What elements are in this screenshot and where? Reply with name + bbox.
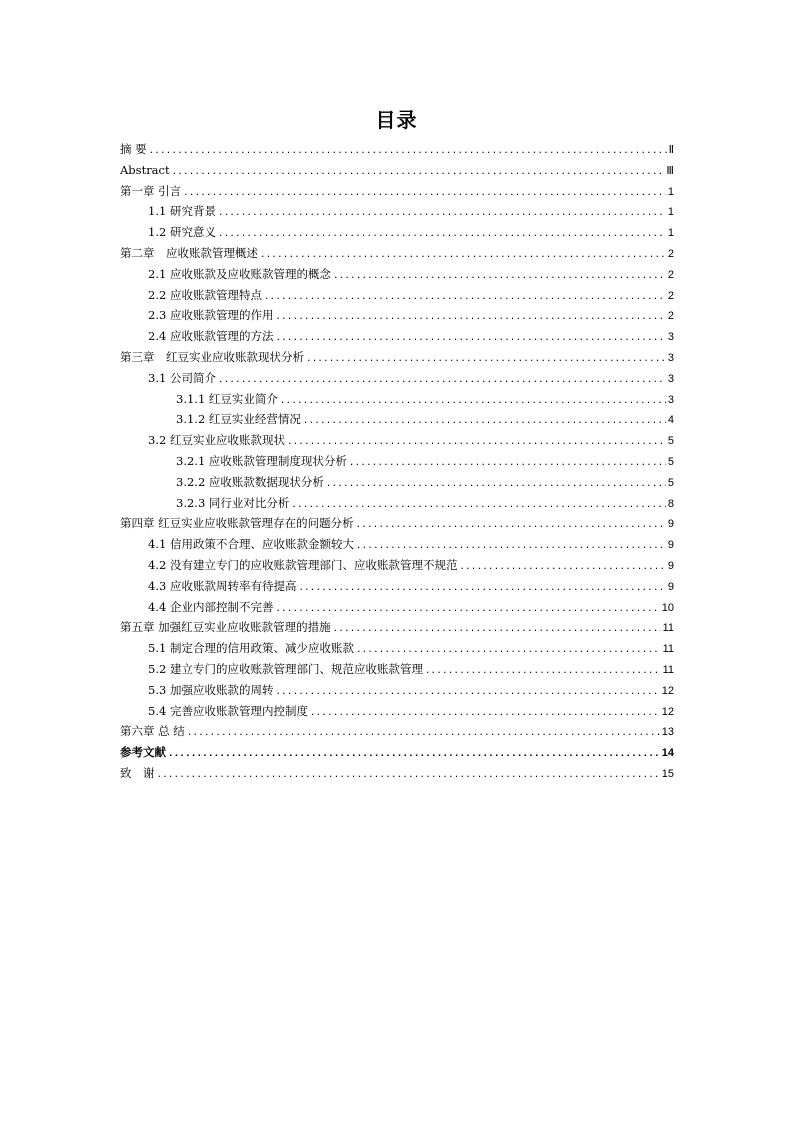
toc-leader: [291, 495, 665, 516]
toc-leader: [275, 328, 665, 349]
toc-entry-label: 3.1.2 红豆实业经营情况: [176, 412, 301, 427]
toc-leader: [260, 245, 666, 266]
toc-entry[interactable]: [120, 701, 674, 722]
toc-entry-page: 11: [662, 622, 674, 635]
toc-entry-page: 9: [667, 539, 674, 552]
toc-entry-page: 5: [667, 476, 674, 489]
toc-entry[interactable]: [120, 305, 674, 326]
toc-entry[interactable]: [120, 513, 674, 534]
toc-entry-page: 5: [667, 435, 674, 448]
toc-leader: [298, 578, 665, 599]
toc-leader: [275, 307, 665, 328]
toc-entry-page: 2: [667, 289, 674, 302]
toc-entry[interactable]: [120, 680, 674, 701]
toc-entry-label: 4.1 信用政策不合理、应收账款金额较大: [148, 537, 354, 552]
toc-leader: [326, 474, 666, 495]
toc-entry[interactable]: [120, 160, 674, 181]
toc-entry-label: 第一章 引言: [120, 183, 182, 198]
toc-entry[interactable]: [120, 659, 674, 680]
toc-entry-label: 参考文献: [120, 745, 166, 760]
toc-leader: [425, 661, 661, 682]
toc-entry[interactable]: [120, 721, 674, 742]
toc-entry-page: 3: [667, 393, 674, 406]
toc-leader: [218, 370, 666, 391]
toc-entry-label: 4.4 企业内部控制不完善: [148, 599, 274, 614]
toc-leader: [333, 619, 661, 640]
toc-leader: [218, 203, 666, 224]
toc-leader: [149, 141, 667, 162]
toc-entry[interactable]: [120, 181, 674, 202]
toc-entry-label: 第四章 红豆实业应收账款管理存在的问题分析: [120, 516, 354, 531]
toc-entry-label: 致 谢: [120, 765, 155, 780]
toc-leader: [459, 557, 665, 578]
toc-entry-label: 第五章 加强红豆实业应收账款管理的措施: [120, 620, 331, 635]
toc-leader: [280, 391, 666, 412]
toc-leader: [356, 536, 666, 557]
toc-entry-label: 4.3 应收账款周转率有待提高: [148, 578, 297, 593]
toc-entry[interactable]: [120, 472, 674, 493]
toc-leader: [187, 723, 660, 744]
toc-entry[interactable]: [120, 222, 674, 243]
toc-entry[interactable]: [120, 326, 674, 347]
toc-entry[interactable]: [120, 368, 674, 389]
toc-entry-label: 5.3 加强应收账款的周转: [148, 682, 274, 697]
toc-entry-page: 9: [667, 559, 674, 572]
toc-entry[interactable]: [120, 617, 674, 638]
toc-entry[interactable]: [120, 243, 674, 264]
toc-entry-page: 12: [661, 684, 674, 697]
toc-entry-page: 2: [667, 247, 674, 260]
toc-entry[interactable]: [120, 389, 674, 410]
toc-entry[interactable]: [120, 430, 674, 451]
toc-entry[interactable]: [120, 638, 674, 659]
toc-leader: [306, 349, 666, 370]
toc-leader: [275, 599, 659, 620]
toc-entry[interactable]: [120, 201, 674, 222]
toc-entry-page: 9: [667, 580, 674, 593]
toc-entry-page: 1: [667, 206, 674, 219]
toc-entry-label: 4.2 没有建立专门的应收账款管理部门、应收账款管理不规范: [148, 557, 458, 572]
toc-entry-page: 8: [667, 497, 674, 510]
toc-entry-label: Abstract: [120, 162, 170, 177]
toc-entry-label: 5.4 完善应收账款管理内控制度: [148, 703, 308, 718]
toc-leader: [172, 162, 665, 183]
toc-entry[interactable]: [120, 139, 674, 160]
toc-entry-label: 3.1 公司简介: [148, 370, 216, 385]
toc-entry[interactable]: [120, 763, 674, 784]
toc-entry[interactable]: [120, 597, 674, 618]
toc-entry-page: 11: [662, 663, 674, 676]
toc-entry-page: Ⅲ: [666, 164, 674, 177]
toc-entry-label: 2.4 应收账款管理的方法: [148, 329, 274, 344]
toc-entry-label: 3.2.2 应收账款数据现状分析: [176, 474, 324, 489]
toc-leader: [157, 765, 660, 786]
toc-entry-page: 4: [667, 414, 674, 427]
toc-entry-page: 1: [667, 227, 674, 240]
toc-entry-label: 1.1 研究背景: [148, 204, 216, 219]
toc-entry[interactable]: [120, 347, 674, 368]
toc-entry-page: 2: [667, 268, 674, 281]
toc-entry-label: 5.1 制定合理的信用政策、减少应收账款: [148, 641, 354, 656]
toc-entry-page: 13: [661, 726, 674, 739]
toc-entry-page: 11: [662, 643, 674, 656]
toc-entry[interactable]: [120, 451, 674, 472]
toc-leader: [349, 453, 666, 474]
toc-leader: [356, 515, 666, 536]
toc-entry-page: 3: [667, 372, 674, 385]
toc-entry-label: 2.1 应收账款及应收账款管理的概念: [148, 266, 331, 281]
toc-leader: [333, 266, 666, 287]
toc-entry-label: 3.2 红豆实业应收账款现状: [148, 433, 285, 448]
toc-leader: [218, 224, 666, 245]
toc-entry-label: 2.3 应收账款管理的作用: [148, 308, 274, 323]
toc-leader: [310, 703, 660, 724]
toc-entry-page: 15: [661, 767, 674, 780]
toc-entry[interactable]: [120, 493, 674, 514]
toc-entry-page: 14: [661, 747, 674, 760]
toc-leader: [303, 411, 666, 432]
toc-entry-label: 3.2.1 应收账款管理制度现状分析: [176, 453, 347, 468]
toc-leader: [356, 640, 661, 661]
toc-entry[interactable]: [120, 409, 674, 430]
toc-title: 目录: [375, 108, 418, 132]
toc-entry-label: 3.1.1 红豆实业简介: [176, 391, 278, 406]
toc-entry-label: 1.2 研究意义: [148, 225, 216, 240]
toc-entry-page: 5: [667, 455, 674, 468]
toc-entry-label: 2.2 应收账款管理特点: [148, 287, 262, 302]
toc-entry-page: 2: [667, 310, 674, 323]
toc-entry-page: 10: [661, 601, 674, 614]
toc-entry-label: 摘 要: [120, 142, 147, 156]
toc-entry[interactable]: [120, 742, 674, 763]
toc-leader: [275, 682, 659, 703]
toc-entry[interactable]: [120, 534, 674, 555]
toc-leader: [287, 432, 666, 453]
toc-entry-page: 12: [661, 705, 674, 718]
toc-entry-label: 3.2.3 同行业对比分析: [176, 495, 290, 510]
toc-entry[interactable]: [120, 555, 674, 576]
toc-leader: [168, 744, 660, 765]
toc-leader: [264, 287, 666, 308]
toc-list: [120, 139, 674, 784]
toc-entry-page: 9: [667, 518, 674, 531]
toc-entry-label: 第六章 总 结: [120, 724, 185, 739]
toc-entry[interactable]: [120, 264, 674, 285]
toc-leader: [183, 183, 666, 204]
toc-entry-page: 3: [667, 351, 674, 364]
toc-entry-label: 第三章 红豆实业应收账款现状分析: [120, 349, 304, 364]
toc-entry-page: Ⅱ: [668, 144, 674, 156]
toc-entry-page: 1: [667, 185, 674, 198]
toc-entry-page: 3: [667, 331, 674, 344]
toc-entry[interactable]: [120, 285, 674, 306]
toc-entry-label: 5.2 建立专门的应收账款管理部门、规范应收账款管理: [148, 661, 423, 676]
toc-entry[interactable]: [120, 576, 674, 597]
toc-entry-label: 第二章 应收账款管理概述: [120, 245, 258, 260]
